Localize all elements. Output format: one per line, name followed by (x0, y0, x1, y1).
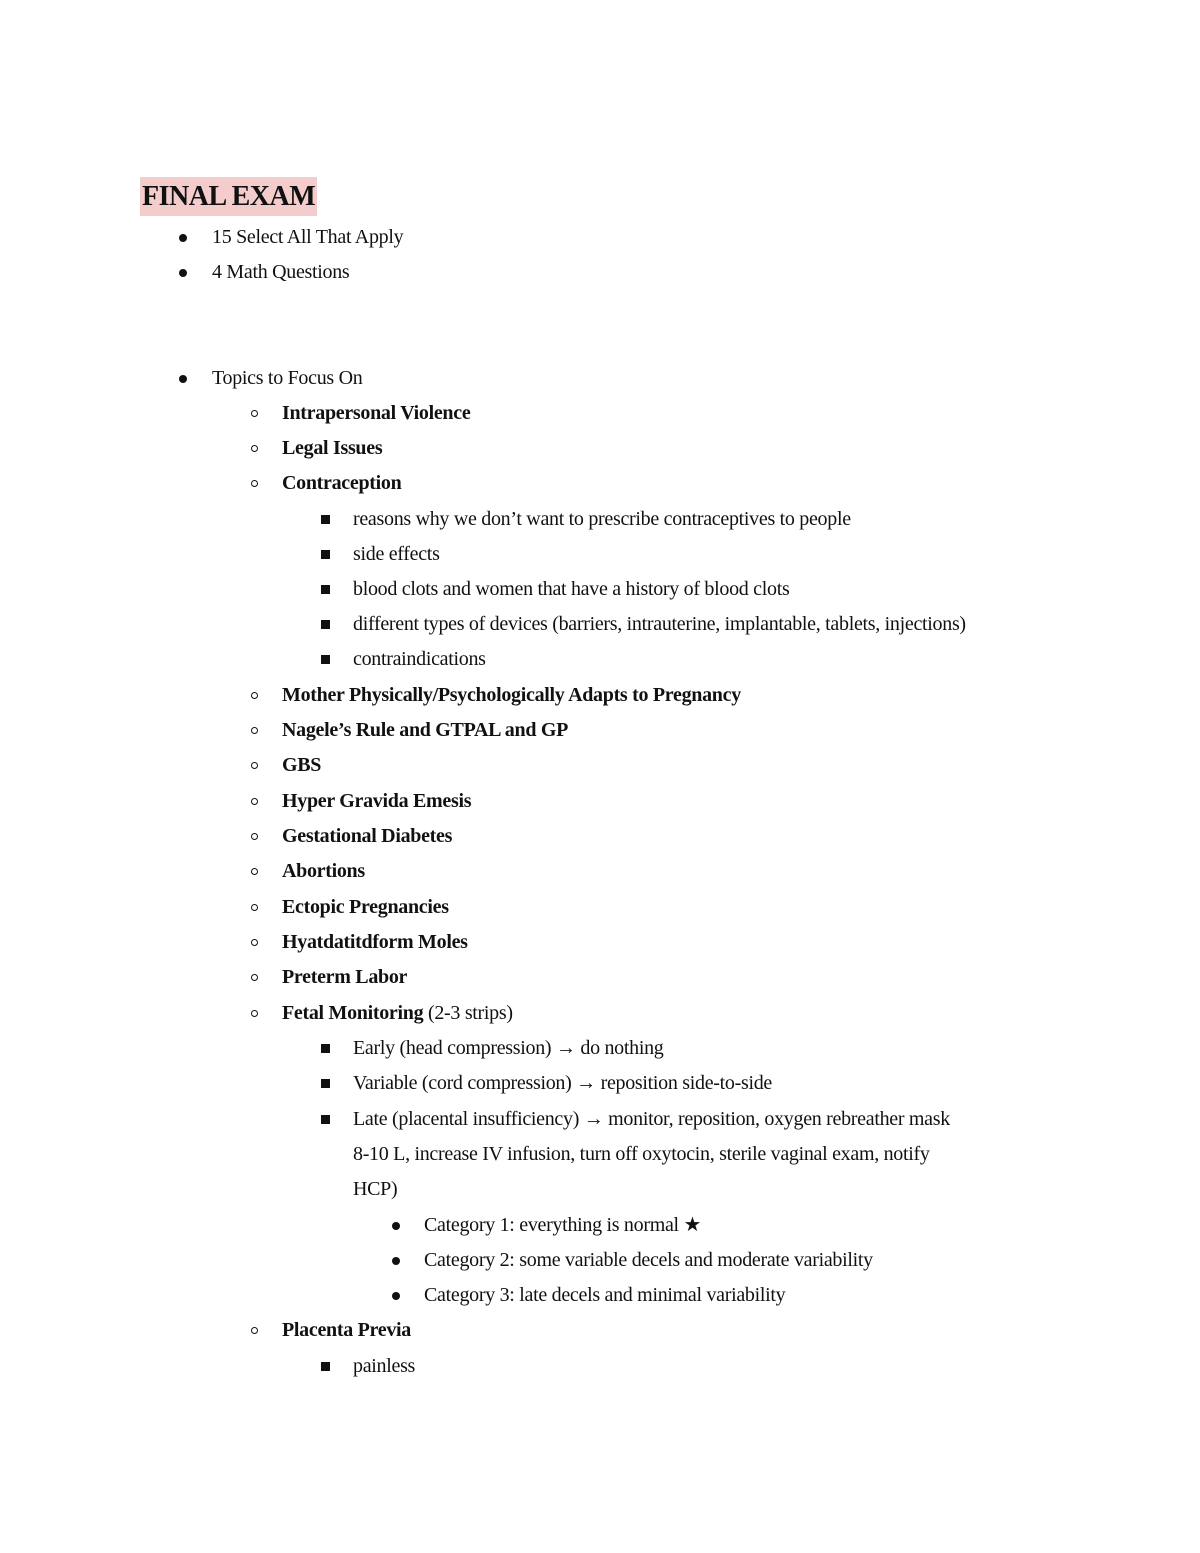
topic-label: Ectopic Pregnancies (282, 896, 449, 918)
disc-bullet-icon (389, 1208, 403, 1243)
circle-bullet-icon (247, 925, 261, 960)
sub-item-text: painless (353, 1355, 416, 1377)
category-text: Category 2: some variable decels and moderate variability (424, 1249, 873, 1271)
square-bullet-icon (318, 1349, 332, 1384)
category-text: Category 3: late decels and minimal variability (424, 1284, 786, 1306)
topic-label: Intrapersonal Violence (282, 402, 471, 424)
topic-label: Legal Issues (282, 437, 383, 459)
circle-bullet-icon (247, 890, 261, 925)
topics-heading: Topics to Focus On (212, 367, 363, 389)
square-bullet-icon (318, 572, 332, 607)
topic-label: GBS (282, 754, 322, 776)
square-bullet-icon (318, 1066, 332, 1101)
topic-label: Contraception (282, 472, 402, 494)
circle-bullet-icon (247, 819, 261, 854)
disc-bullet-icon (389, 1278, 403, 1313)
category-text: Category 1: everything is normal ★ (424, 1214, 702, 1236)
sub-item-text: contraindications (353, 648, 486, 670)
sub-item-text: blood clots and women that have a history of blood clots (353, 578, 790, 600)
topic-label-bold: Fetal Monitoring (282, 1002, 424, 1024)
sub-item-text: Variable (cord compression) → reposition side-to-side (353, 1072, 772, 1094)
topic-label (282, 996, 513, 1031)
list-item-text: 15 Select All That Apply (212, 226, 404, 248)
circle-bullet-icon (247, 431, 261, 466)
sub-item-text: Late (placental insufficiency) → monitor, reposition, oxygen rebreather mask (353, 1108, 950, 1130)
square-bullet-icon (318, 607, 332, 642)
sub-item-text-continued: HCP) (353, 1178, 398, 1200)
topic-label: Hyper Gravida Emesis (282, 790, 472, 812)
square-bullet-icon (318, 537, 332, 572)
square-bullet-icon (318, 642, 332, 677)
circle-bullet-icon (247, 960, 261, 995)
disc-bullet-icon (176, 255, 190, 290)
disc-bullet-icon (176, 220, 190, 255)
sub-item-text: Early (head compression) → do nothing (353, 1037, 664, 1059)
circle-bullet-icon (247, 748, 261, 783)
circle-bullet-icon (247, 996, 261, 1031)
topic-label-note: (2-3 strips) (423, 1002, 513, 1024)
topic-label: Mother Physically/Psychologically Adapts to Pregnancy (282, 684, 741, 706)
topic-label: Gestational Diabetes (282, 825, 453, 847)
circle-bullet-icon (247, 1313, 261, 1348)
topic-label: Abortions (282, 860, 365, 882)
sub-item-text: side effects (353, 543, 440, 565)
square-bullet-icon (318, 1031, 332, 1066)
page-title: FINAL EXAM (140, 177, 317, 216)
disc-bullet-icon (176, 361, 190, 396)
list-item-text: 4 Math Questions (212, 261, 350, 283)
topic-label: Preterm Labor (282, 966, 408, 988)
topic-label: Nagele’s Rule and GTPAL and GP (282, 719, 569, 741)
circle-bullet-icon (247, 466, 261, 501)
circle-bullet-icon (247, 784, 261, 819)
sub-item-text: reasons why we don’t want to prescribe contraceptives to people (353, 508, 851, 530)
square-bullet-icon (318, 502, 332, 537)
circle-bullet-icon (247, 713, 261, 748)
topic-label: Placenta Previa (282, 1319, 411, 1341)
circle-bullet-icon (247, 854, 261, 889)
square-bullet-icon (318, 1102, 332, 1137)
sub-item-text-continued: 8-10 L, increase IV infusion, turn off oxytocin, sterile vaginal exam, notify (353, 1143, 930, 1165)
topic-label: Hyatdatitdform Moles (282, 931, 468, 953)
circle-bullet-icon (247, 396, 261, 431)
circle-bullet-icon (247, 678, 261, 713)
disc-bullet-icon (389, 1243, 403, 1278)
sub-item-text: different types of devices (barriers, intrauterine, implantable, tablets, injections) (353, 613, 966, 635)
